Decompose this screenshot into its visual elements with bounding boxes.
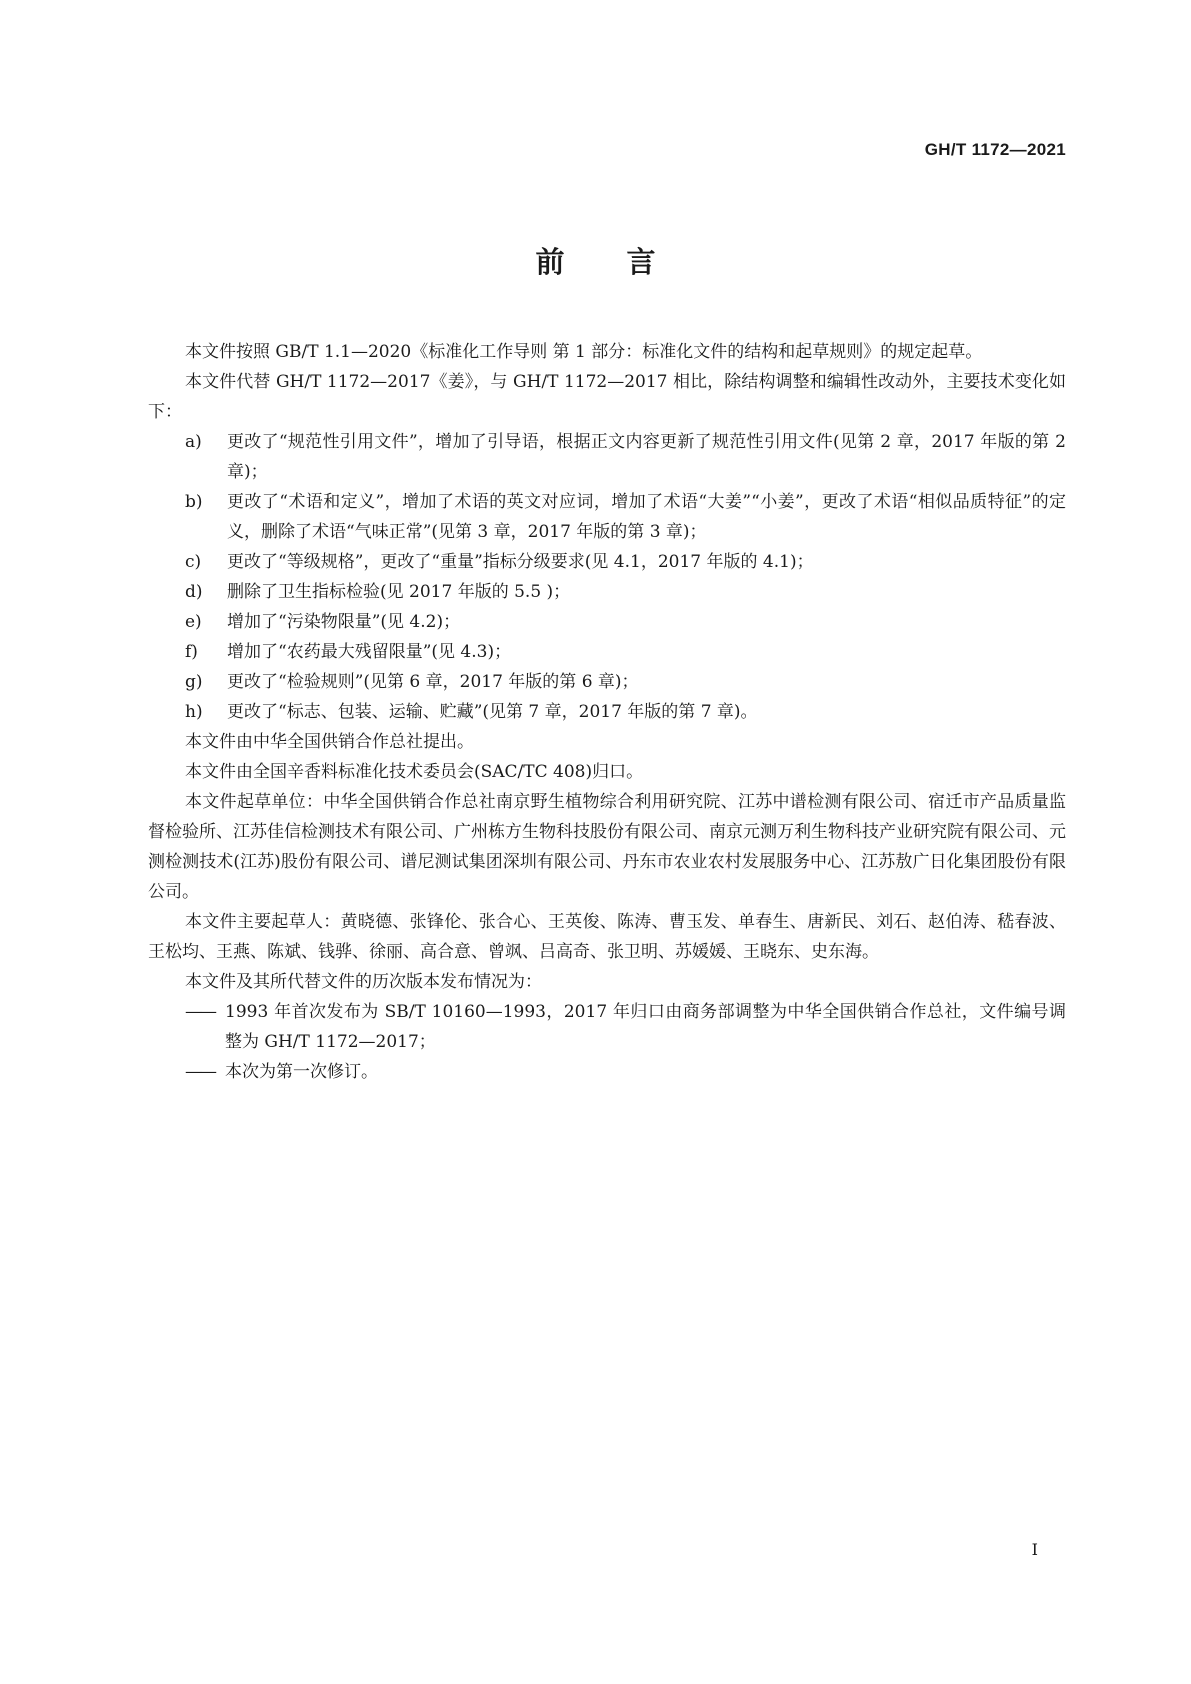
list-text: 删除了卫生指标检验(见 2017 年版的 5.5 )；: [227, 582, 571, 602]
list-text: 更改了“等级规格”，更改了“重量”指标分级要求(见 4.1，2017 年版的 4.1)；: [227, 552, 814, 572]
list-text: 更改了“检验规则”(见第 6 章，2017 年版的第 6 章)；: [227, 672, 639, 692]
paragraph-proposer: 本文件由中华全国供销合作总社提出。: [185, 732, 474, 752]
list-item: [148, 427, 1066, 487]
list-text: 增加了“污染物限量”(见 4.2)；: [227, 612, 461, 632]
list-text: 增加了“农药最大残留限量”(见 4.3)；: [227, 642, 512, 662]
paragraph-committee: 本文件由全国辛香料标准化技术委员会(SAC/TC 408)归口。: [185, 762, 644, 782]
list-marker: g): [185, 672, 203, 692]
changes-list: [148, 427, 1066, 727]
list-item: [148, 547, 1066, 577]
list-item: [148, 697, 1066, 727]
list-item: [148, 667, 1066, 697]
list-item: [148, 487, 1066, 547]
page-number: I: [1031, 1540, 1038, 1559]
list-marker: b): [185, 492, 203, 512]
document-code: GH/T 1172—2021: [924, 140, 1066, 159]
list-item: [148, 607, 1066, 637]
list-marker: d): [185, 582, 203, 602]
list-item: [148, 577, 1066, 607]
list-marker: h): [185, 702, 203, 722]
page-title: 前言: [535, 245, 718, 279]
paragraph-history-intro: 本文件及其所代替文件的历次版本发布情况为：: [185, 972, 542, 992]
list-marker: f): [185, 642, 198, 662]
list-item: [148, 1057, 1066, 1087]
list-marker: c): [185, 552, 202, 572]
list-text: 更改了“术语和定义”，增加了术语的英文对应词，增加了术语“大姜”“小姜”，更改了术语“相似品质特征”的定义，删除了术语“气味正常”(见第 3 章，2017 年版的第 3 章)；: [227, 492, 1066, 542]
list-text: 本次为第一次修订。: [225, 1062, 378, 1082]
dash-marker: ——: [185, 1062, 215, 1082]
dash-marker: ——: [185, 1002, 215, 1022]
list-marker: e): [185, 612, 202, 632]
paragraph-drafters: 本文件主要起草人：黄晓德、张锋伦、张合心、王英俊、陈涛、曹玉发、单春生、唐新民、刘石、赵伯涛、嵇春波、王松均、王燕、陈斌、钱骅、徐丽、高合意、曾飒、吕高奇、张卫明、苏媛媛、王晓东、史东海。: [148, 912, 1066, 962]
paragraph-drafting-units: 本文件起草单位：中华全国供销合作总社南京野生植物综合利用研究院、江苏中谱检测有限公司、宿迁市产品质量监督检验所、江苏佳信检测技术有限公司、广州栋方生物科技股份有限公司、南京元测万利生物科技产业研究院有限公司、元测检测技术(江苏)股份有限公司、谱尼测试集团深圳有限公司、丹东市农业农村发展服务中心、江苏敖广日化集团股份有限公司。: [148, 792, 1066, 902]
paragraph-drafting-basis: 本文件按照 GB/T 1.1—2020《标准化工作导则 第 1 部分：标准化文件的结构和起草规则》的规定起草。: [185, 342, 983, 362]
list-marker: a): [185, 432, 202, 452]
foreword-body: [148, 337, 1066, 1087]
paragraph-replacement: 本文件代替 GH/T 1172—2017《姜》，与 GH/T 1172—2017 相比，除结构调整和编辑性改动外，主要技术变化如下：: [148, 372, 1066, 422]
history-list: [148, 997, 1066, 1087]
list-text: 1993 年首次发布为 SB/T 10160—1993，2017 年归口由商务部调整为中华全国供销合作总社，文件编号调整为 GH/T 1172—2017；: [225, 1002, 1066, 1052]
list-text: 更改了“规范性引用文件”，增加了引导语，根据正文内容更新了规范性引用文件(见第 2 章，2017 年版的第 2 章)；: [227, 432, 1066, 482]
list-item: [148, 997, 1066, 1057]
list-item: [148, 637, 1066, 667]
list-text: 更改了“标志、包装、运输、贮藏”(见第 7 章，2017 年版的第 7 章)。: [227, 702, 758, 722]
